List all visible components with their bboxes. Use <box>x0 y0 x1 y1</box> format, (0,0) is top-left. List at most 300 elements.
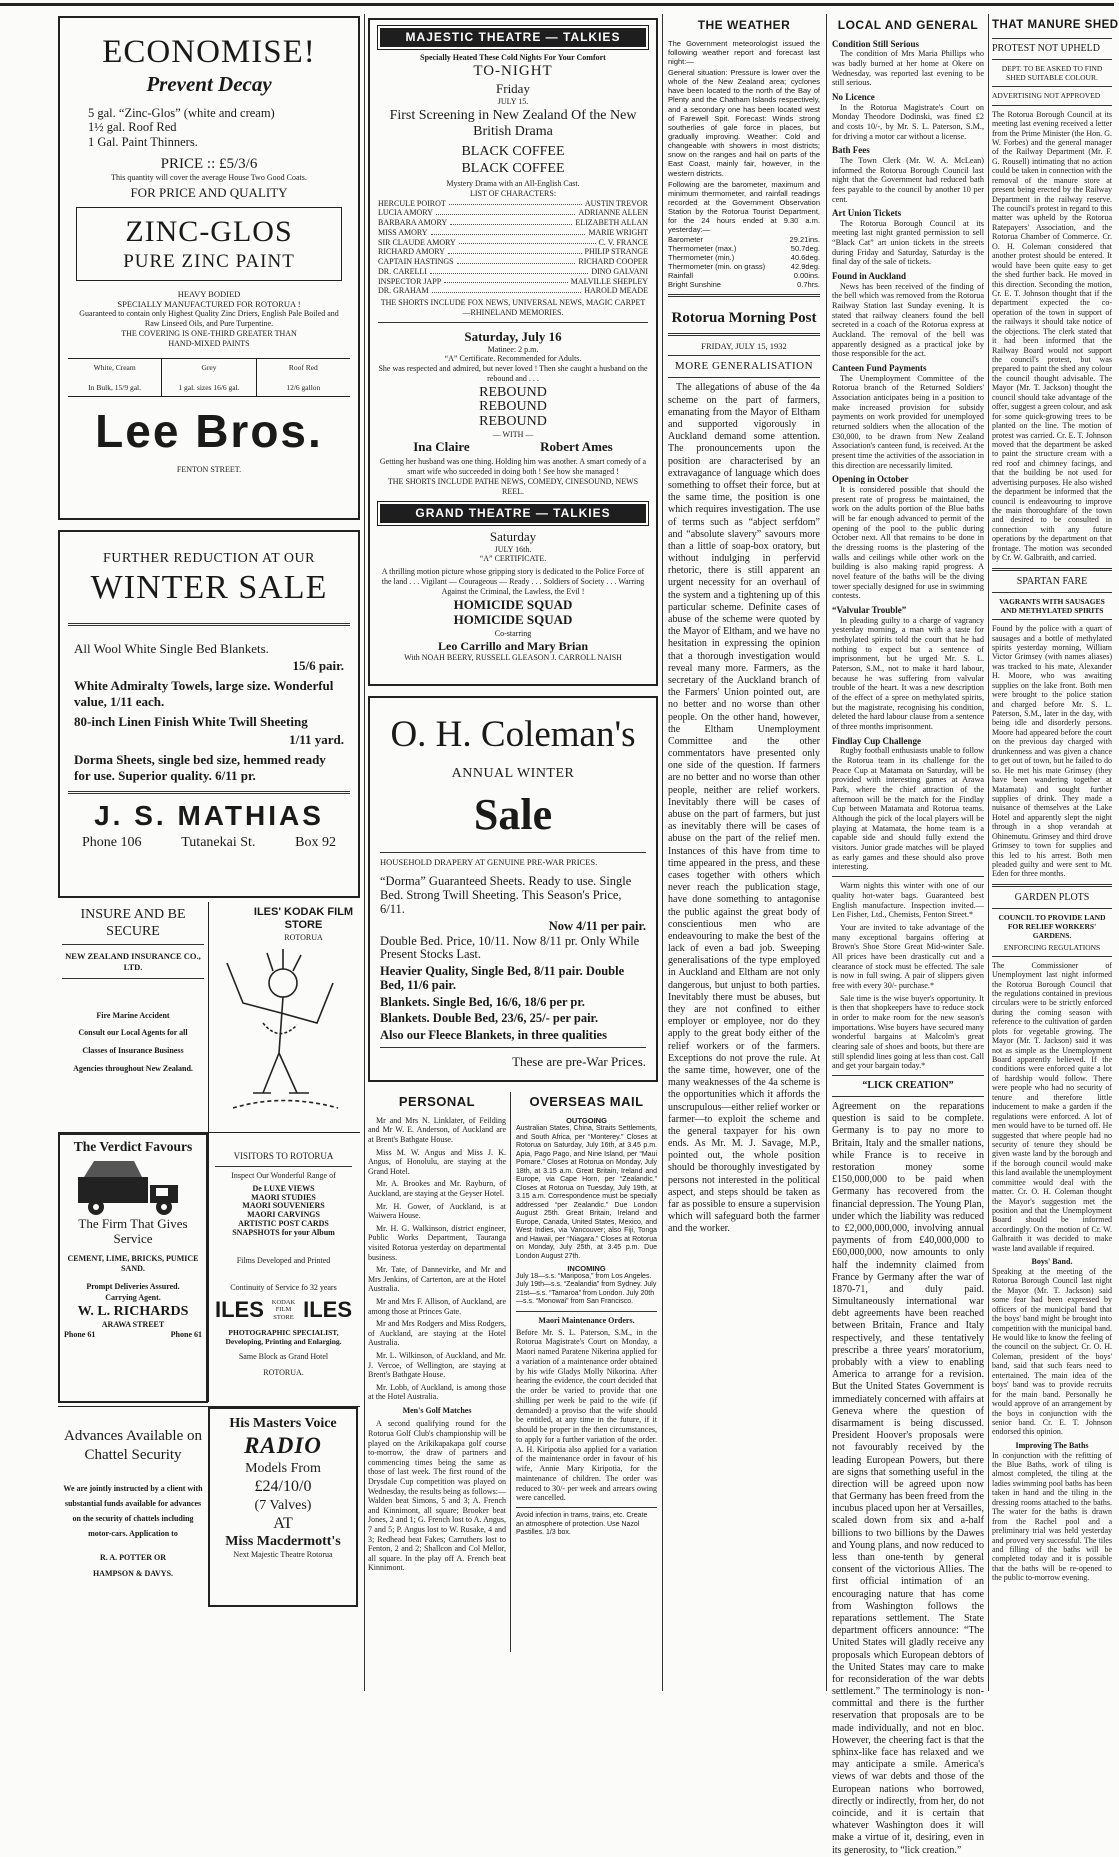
with: — WITH — <box>492 429 534 439</box>
grand-with: With NOAH BEERY, RUSSELL GLEASON J. CARROLL NAISH <box>404 653 622 663</box>
local-title: LOCAL AND GENERAL <box>837 18 979 32</box>
richards-ad <box>58 1133 208 1403</box>
cast-row <box>378 238 648 248</box>
kodak-list-item: SNAPSHOTS for your Album <box>232 1227 335 1237</box>
zinc-desc1: HEAVY BODIED <box>177 288 241 299</box>
reading-row <box>668 262 820 271</box>
kodak-list-item: MAORI CARVINGS <box>247 1210 320 1220</box>
divider <box>992 619 1112 620</box>
zinc-item: 5 gal. “Zinc-Glos” (white and cream) <box>88 105 275 120</box>
richards-title: The Verdict Favours <box>73 1139 193 1154</box>
role: LUCIA AMORY <box>378 208 433 218</box>
theatre-column <box>368 18 658 1652</box>
shorts2: THE SHORTS INCLUDE PATHE NEWS, COMEDY, CINESOUND, NEWS REEL. <box>387 476 639 496</box>
richards-street: ARAWA STREET <box>101 1320 165 1330</box>
kodak-town: ROTORUA <box>284 932 323 942</box>
leader <box>457 257 576 264</box>
local-head: Canteen Fund Payments <box>832 363 927 374</box>
coleman-item: Also our Fleece Blankets, in three qualities <box>380 1028 607 1043</box>
kodak-films: Films Developed and Printed <box>236 1255 331 1265</box>
mathias-street: Tutanekai St. <box>181 834 256 850</box>
local-head: Bath Fees <box>832 145 870 156</box>
role: CAPTAIN HASTINGS <box>378 257 454 267</box>
mathias-item: White Admiralty Towels, large size. Wonderful value, 1/11 each. <box>74 678 334 710</box>
divider <box>992 884 1112 887</box>
reading-label: Rainfall <box>668 271 694 281</box>
local-para: The Town Clerk (Mr. W. A. McLean) informed the Rotorua Borough Council last night that the Government had reduced bath fees payable to the council by another 10 per cent. <box>832 155 984 204</box>
divider <box>68 623 350 626</box>
rebound-title: REBOUND <box>479 399 547 415</box>
coleman-footer: These are pre-War Prices. <box>512 1053 646 1069</box>
star: Robert Ames <box>540 439 613 455</box>
majestic-heated: Specially Heated These Cold Nights For Your Comfort <box>420 52 606 62</box>
garden-body: The Commissioner of Unemployment last night informed the Rotorua Borough Council that the regulations contained in previous circulars were to be strictly enforced during the coming season with reference to the cultivation of garden plots for vegetable growing. The Mayor (Mr. T. Jackson) said it was not as simple as the Unemployment Board apparently believed. If the conditions were enforced quite a lot of hardship would follow. There were people who had no security of tenure and therefore little inducement to make a garden if the regulations were enforced. A lot of men would have to be turned off. He suggested that where people had no security of tenure they should be given waste land by the borough and if the borough council would make this land available the unemployment committee would deal with the matter. Cr. O. H. Coleman thought the Mayor's suggestion met the position and that the Unemployment Board should be informed accordingly. On the motion of Cr. W. Galbraith it was decided to make waste land available if required. <box>992 960 1112 1253</box>
economise-headline: ECONOMISE! <box>102 34 316 70</box>
personal-para: Mr. H. G. Walkinson, district engineer, Public Works Department, Tauranga visited Rotorua yesterday on departmental business. <box>368 1223 506 1262</box>
local-para: Rugby football enthusiasts unable to follow the Rotorua team in its challenge for the Peace Cup at Matamata on Saturday, will be provided with interesting games at Arawa Park, where the chief attraction of the afternoon will be the match for the Findlay Cup between Matamata and Rotorua teams. Although the pick of the local players will be playing at Matamata, the home team is a capable side and should fully extend the visitors. Junior grade matches will be played as early games and these should also prove interesting. <box>832 746 984 872</box>
coleman-item: Double Bed. Price, 10/11. Now 8/11 pr. Only While Present Stocks Last. <box>380 933 640 962</box>
radio-ad <box>208 1407 358 1607</box>
divider <box>378 322 648 323</box>
coleman-name: O. H. Coleman's <box>390 714 636 755</box>
divider <box>68 791 350 794</box>
mathias-items <box>68 631 350 784</box>
actor: ELIZABETH ALLAN <box>575 218 648 228</box>
role: MISS AMORY <box>378 227 428 237</box>
coleman-sale: Sale <box>473 790 553 840</box>
advances-body: We are jointly instructed by a client with substantial funds available for advances on the security of chattels including motor-cars. Application to <box>63 1483 203 1539</box>
local-ad: Sale time is the wise buyer's opportunity. It is then that shopkeepers have to reduce stock in order to make room for the new season's importations. Wise buyers have secured many wonderful bargains at Malcolm's great clearing sale of shoes and boots, but there are still splendid lines going at less than cost. Call and get your bargain today.* <box>832 993 984 1071</box>
column-rule <box>364 14 365 1691</box>
actor: AUSTIN TREVOR <box>584 198 648 208</box>
local-para: The Rotorua Borough Council at its meeting last night granted permission to sell “Black Cat” art union tickets in the streets during Friday and Saturday, Saturday is the final day of the sale of tickets. <box>832 218 984 267</box>
divider <box>832 876 984 877</box>
grand-banner: GRAND THEATRE — TALKIES <box>378 502 648 525</box>
personal-para: Mr. H. Gower, of Auckland, is at Waiwera House. <box>368 1201 506 1221</box>
kodak-ad <box>208 1133 358 1402</box>
zinc-items <box>68 106 350 149</box>
radio-valves: (7 Valves) <box>254 1497 312 1513</box>
richards-carrying: Carrying Agent. <box>105 1293 161 1303</box>
personal-body <box>368 1116 506 1573</box>
divider <box>380 1047 646 1048</box>
rebound-title: REBOUND <box>479 384 547 400</box>
personal-para: Miss M. W. Angus and Miss J. K. Angus, of Honolulu, are staying at the Grand Hotel. <box>368 1147 506 1176</box>
reading-row <box>668 253 820 262</box>
insurance-company: NEW ZEALAND INSURANCE CO., LTD. <box>65 951 201 972</box>
cast-row <box>378 277 648 287</box>
maint-body: Before Mr. S. L. Paterson, S.M., in the Rotorua Magistrate's Court on Monday, a Maori named Paratene Nikerina applied for a variation of a maintenance order obtained by his wife Gladys Molly Nikorina. After hearing the evidence, the court decided that the order be varied to provide that one shilling per week be paid to the wife (if demanded) a proviso that the wife should be entitled, at any time in the future, if it should be proper in the then circumstances, to apply for a further variation of the order. A. H. Kiripotia also applied for a variation of the maintenance order in favour of his wife, Annie Mary Kiripotia, for the maintenance of children. The order was reduced to 30/- per week and arrears owing were cancelled. <box>516 1327 657 1503</box>
personal-title: PERSONAL <box>398 1094 476 1109</box>
outgoing-text: Australian States, China, Straits Settlements, and South Africa, per “Monterey.” Closes at Rotorua on Saturday, July 16th, at 3.45 p.m. Apia, Pago Pago, and Nine Island, per “Maui Pomare.” Closes at Rotorua on Monday, July 18th, at 3.15 a.m. Great Britain, Ireland and Europe, via Cape Horn, per “Zealandic.” Closes at Rotorua on Tuesday, July 19th, at 3.15 a.m. Correspondence must be specially addressed “per Zealandic.” Due London August 25th. Great Britain, Ireland and Europe, Canada, United States, Mexico, and West Indies, via Vancouver; also Fiji, Tonga and Hawaii, per “Niagara.” Closes at Rotorua on Monday, July 25th, at 3.45 p.m. Due London August 27th. <box>516 1125 657 1260</box>
local-ad: Your are invited to take advantage of the many exceptional bargains offering at Brown's Shoe Store Great Mid-winter Sale. All prices have been drastically cut and a clearance of stock must be effected. The sale is now in full swing. A pair of slippers given free with every 30/- purchase.* <box>832 922 984 990</box>
radio-line1: His Masters Voice <box>229 1416 337 1431</box>
tonight: TO-NIGHT <box>473 63 553 80</box>
column-rule <box>826 14 827 1691</box>
personal-mail-row <box>368 1092 658 1652</box>
manure-title: THAT MANURE SHED <box>992 19 1119 31</box>
local-body <box>832 39 984 1071</box>
cast-row <box>378 218 648 228</box>
coleman-ad <box>368 696 658 1082</box>
role: RICHARD AMORY <box>378 247 445 257</box>
mail-title: OVERSEAS MAIL <box>529 1094 644 1109</box>
golf-body: A second qualifying round for the Rotorua Golf Club's championship will be played on the Arikikapakapa golf course to-morrow, the draw of partners and commencing times being the same as those of last week. The first round of the Drysdale Cup competition was played on Wednesday, the results being as follows:—Walden beat Simons, 5 and 3; A. French and Kinnimont, all square; Brooker beat Jones, 2 and 1; G. French lost to A. Angus, 7 and 5; P. Angus lost to W. Rusake, 4 and 3; Redhead beat Fakes; Carruthers lost to Fenton, 2 and 2; Shallcon and Col Mellor, all square. In the play off A. French beat Kinnimont. <box>368 1419 506 1573</box>
kodak-town2: ROTORUA. <box>263 1367 304 1377</box>
zinc-glos-ad <box>58 16 360 520</box>
divider <box>992 908 1112 909</box>
cast-row <box>378 247 648 257</box>
reading-label: Thermometer (max.) <box>668 243 737 253</box>
leader <box>444 277 568 284</box>
manure-body: The Rotorua Borough Council at its meeting last evening received a letter from the Prime Minister (the Hon. G. W. Forbes) and the general manager of the Railway Department (Mr. F. G. Rousell) intimating that no action could be taken in connection with the removal of the manure store at present being erected by the Railway Department in the railway reserve. The council's protest in regard to this matter was upheld by the Rotorua Ratepayers' Association, and the Rotorua Chamber of Commerce. Cr. O. H. Coleman considered that another protest should be entered. It would have been quite easy to get the shed further back. He moved in this direction. Seconding the motion, Cr. E. T. Johnson thought that if the department expected the co-operation of the town in support of the railways it should take notice of the objections. The clerk stated that it had been informed that the Railway Board would not support the council's protest, but was prepared to paint the shed any colour the council thought advisable. The Mayor (Mr. T. Jackson) thought the council should take advantage of the offer, suggest a green colour, and ask for some quick-growing trees to be planted on the line. The motion of protest was carried. Cr. E. T. Johnson moved that the department be asked to paint the structure cream with a red roof and chimney facings, and that the building be not used for advertising purposes. He also wished the department be informed that the council is endeavouring to improve the main thoroughfare of the town and desired to be consulted in connection with any future operations by the department on that frontage. The motion was seconded by Cr. W. Galbraith, and carried. <box>992 109 1112 563</box>
actor: HAROLD MEADE <box>584 286 648 296</box>
kodak-list-item: MAORI SOUVENIERS <box>242 1201 325 1211</box>
grand-blurb: A thrilling motion picture whose gripping story is dedicated to the Police Force of the land . . . Vigilant — Courageous — Ready . . . Soldiers of Society . . . Warring Against the Criminal, the Lawless, the Evil ! <box>381 567 645 596</box>
personal-para: Mr and Mrs F. Allison, of Auckland, are among those at Princes Gate. <box>368 1296 506 1316</box>
garden-sub: COUNCIL TO PROVIDE LAND FOR RELIEF WORKERS' GARDENS. <box>998 913 1106 941</box>
iles-word: ILES <box>303 1297 352 1322</box>
insurance-line: Fire Marine Accident <box>96 1010 170 1020</box>
reading-row <box>668 271 820 280</box>
role: HERCULE POIROT <box>378 198 446 208</box>
grid-head: Roof Red <box>288 363 318 373</box>
role: SIR CLAUDE AMORY <box>378 237 456 247</box>
film-title: BLACK COFFEE <box>461 144 565 160</box>
actor: DINO GALVANI <box>591 266 648 276</box>
zinc-desc3: Guaranteed to contain only Highest Quality Zinc Driers, English Pale Boiled and Raw Linseed Oils, and Pure Turpentine. <box>79 309 339 329</box>
weather-body: General situation: Pressure is lower over the whole of the New Zealand area; cyclones have been located to the north of the Bay of Plenty and the Chatham Islands respectively, and a secondary one has been located west of Farewell Spit. Forecast: Winds strong southerlies of gale force in places, but gradually improving. Weather: Cold and changeable with showers in most districts; snow on the ranges and hail on parts of the East Coast, mainly fair, however, in the western districts. <box>668 68 820 178</box>
incoming-text: July 18—s.s. “Mariposa,” from Los Angeles. July 19th—s.s. “Zealandia” from Sydney. July 21st—s.s. “Tamaroa” from London. July 20th—s.s. “Monowai” from San Francisco. <box>516 1272 657 1306</box>
grand-day: Saturday <box>489 528 537 544</box>
weather-editorial-column <box>668 16 820 1239</box>
local-para: The condition of Mrs Maria Phillips who was badly burned at her home at Okere on Wednesday, was reported last evening to be still serious. <box>832 49 984 88</box>
richards-prompt: Prompt Deliveries Assured. <box>86 1281 180 1291</box>
column-rule <box>662 14 663 1691</box>
grid-value: In Bulk, 15/9 gal. <box>88 382 142 392</box>
mathias-contact <box>68 834 350 851</box>
lick-body: Agreement on the reparations question is said to be complete. Germany is to pay no more to Britain, Italy and the smaller nations, while France is to receive in restoration money some £150,000,000 to be paid when Germany has recovered from the financial depression. The Young Plan, under which the liability was reduced to £2,000,000,000, involving annual payments of from £40,000,000 to £60,000,000, now amounts to only half the indemnity claimed from France by Germany after the war of 1870-71, and duly paid. Simultaneously international war debt agreements have been reached between Britain, France and Italy respectively, and these tentatively prescribe a three years' moratorium, probably with a view to enabling America to arrange for a revision. But the United States Government is immediately concerned with affairs at Geneva where the question of disarmament is being discussed. President Hoover's proposals were not favourably received by the leading European Powers, but there are signs that something useful in the direction will be agreed upon now that Germany has been freed from the incubus placed upon her at Versailles, scaled down from six and a-half billions to two billions by the Dawes and Young plans, and now reduced to less than one-tenth by general consent of the victorious Allies. The first official intimation of an encouraging nature that has come from Washington follows the reparations settlement. The State department officers announce: “The United States will gladly receive any proposals which European debtors of the United States may care to make for reconsideration of the war debts settlement.” The terminology is non-committal and there is the further reservation that proposals are to be made individually, and not en bloc. However, the cheering fact is that the sphinx-like face has relaxed and we may anticipate a smile. America's views of war debts and those of the European nations who borrowed, directly or indirectly, from her, do not coincide, and it is certain that whatever Washington does it will make a virtue of it, desiring, even in its generosity, to “lick creation.” <box>832 1101 984 1856</box>
weather-readings-intro: Following are the barometer, maximum and minimum thermometer, and rainfall readings recorded at the Government Observation Station by the Rotorua Tourist Department, for the 24 hours ended at 9.30 a.m. yesterday:— <box>668 179 820 235</box>
bath-body: In conjunction with the refitting of the Blue Baths, work of tiling is almost completed, the tiling at the ladies swimming pool baths has been taken in hand and the tiling in the dressing rooms attached to the baths. The water for the baths is drawn from the Rachel pool and a preliminary trial was held yesterday and proved very successful. The tiles and filling of the baths will be completed today and it is possible that the baths will be re-opened to the public to-morrow evening. <box>992 1450 1112 1583</box>
top-border <box>0 3 1114 6</box>
grid-cell <box>68 359 162 395</box>
masthead: Rotorua Morning Post <box>671 310 817 327</box>
mathias-line1: FURTHER REDUCTION AT OUR <box>103 551 315 566</box>
leader <box>448 247 582 254</box>
coleman-item: “Dorma” Guaranteed Sheets. Ready to use. Single Bed. Strong Twill Sheeting. This Season's Price, 6/11. <box>380 874 632 916</box>
homicide-title: HOMICIDE SQUAD <box>453 597 573 613</box>
actor: RICHARD COOPER <box>578 257 648 267</box>
stars <box>378 439 648 455</box>
cast-row <box>378 267 648 277</box>
masthead-date: FRIDAY, JULY 15, 1932 <box>701 340 787 351</box>
kodak-list-item: De LUXE VIEWS <box>252 1183 315 1193</box>
divider <box>992 956 1112 957</box>
mathias-item: 80-inch Linen Finish White Twill Sheeting <box>74 713 308 729</box>
kodak-block: Same Block as Grand Hotel <box>238 1352 329 1362</box>
cast-row <box>378 208 648 218</box>
cast-row <box>378 286 648 296</box>
sat-blurb: She was respected and admired, but never loved ! Then she caught a husband on the rebound and . . . <box>378 364 648 383</box>
divider <box>832 1096 984 1097</box>
coleman-item: Blankets. Single Bed, 16/6, 18/6 per pr. <box>380 994 585 1009</box>
boys-body: Speaking at the meeting of the Rotorua Borough Council last night the Mayor (Mr. T. Jackson) said some fear had been expressed by officers of the municipal band that the boys' band might be brought into competition with the municipal band. He would like to know the feeling of the council on the subject. Cr. O. H. Coleman, president of the boys' band, said that such fears need to entertained. The main idea of the boys' band was to provide recruits for the main band. Personally he would approve of an arrangement by the boys in conjunction with the senior band. Cr. E. T. Johnson endorsed this opinion. <box>992 1266 1112 1437</box>
local-ad: Warm nights this winter with one of our quality hot-water bags. Guaranteed best English manufacture. Inspection invited.—Len Fisher, Ltd., Chemists, Fenton Street.* <box>832 881 984 920</box>
actor: C. V. FRANCE <box>598 237 648 247</box>
local-head: Art Union Tickets <box>832 208 902 219</box>
zinc-product-name: ZINC-GLOS <box>125 214 293 248</box>
cast-row <box>378 228 648 238</box>
advances-title: Advances Available on Chattel Security <box>63 1428 202 1463</box>
actor: MALVILLE SHEPLEY <box>570 276 648 286</box>
divider <box>62 978 204 979</box>
sat-head: Saturday, July 16 <box>464 328 562 344</box>
manure-sub2: DEPT. TO BE ASKED TO FIND SHED SUITABLE COLOUR. <box>1001 64 1103 83</box>
list-head: LIST OF CHARACTERS: <box>469 188 557 198</box>
divider <box>516 1311 657 1312</box>
cast-list <box>378 199 648 297</box>
divider <box>668 333 820 336</box>
mail-ad: Avoid infection in trams, trains, etc. Create an atmosphere of protection. Use Nazol Pastilles. 1/3 box. <box>516 1512 648 1537</box>
divider <box>832 1075 984 1076</box>
kodak-photo: PHOTOGRAPHIC SPECIALIST, Developing, Printing and Enlarging. <box>225 1327 342 1346</box>
leader <box>431 228 586 235</box>
local-column <box>832 16 984 1856</box>
divider <box>668 294 820 297</box>
local-head: Findlay Cup Challenge <box>832 735 922 746</box>
winter-sale: WINTER SALE <box>90 569 328 607</box>
personal-para: Mr and Mrs N. Linklater, of Feilding and Mr W. E. Anderson, of Auckland are at Brent's Bathgate House. <box>368 1115 506 1145</box>
divider <box>992 38 1112 39</box>
insurance-ad <box>58 902 208 1132</box>
zinc-desc2: SPECIALLY MANUFACTURED FOR ROTORUA ! <box>117 299 301 310</box>
golf-head: Men's Golf Matches <box>402 1405 472 1415</box>
reading-row <box>668 280 820 289</box>
lick-title: “LICK CREATION” <box>862 1079 954 1091</box>
truck-icon <box>64 1155 202 1217</box>
radio-price: £24/10/0 <box>254 1478 312 1496</box>
coleman-annual: ANNUAL WINTER <box>451 766 575 782</box>
costarring: Co-starring <box>494 629 532 639</box>
film-title: BLACK COFFEE <box>461 161 565 177</box>
bath-head: Improving The Baths <box>1015 1440 1089 1450</box>
divider <box>992 592 1112 593</box>
mystery: Mystery Drama with an All-English Cast. <box>446 179 580 189</box>
editorial-para: The allegations of abuse of the 4a scheme on the part of farmers, emanating from the Mayor of Eltham and supported vigorously in Auckland demand some attention. The pronouncements upon the position are characterised by an extravagance of language which does something to offset their force, but at the same time, the position is one which requires investigation. The use of terms such as “abject serfdom” and “absolute slavery” savours more than a little of soap-box oratory, but without indulging in perfervid rhetoric, there is still apparent an urgent necessity for an overhaul of the system and a tightening up of this particular scheme. Definite cases of abuse of the scheme were quoted by the Mayor of Eltham, and we have no hesitation in expressing the opinion that a thorough investigation would reveal many more. Farmers, as the secretary of the Auckland branch of the Farmers' Union pointed out, are no better and no worse than other people. On the other hand, however, the Eltham Unemployment Committee and the other commentators have presented only one side of the question. If farmers are no better and no worse than other people, neither are relief workers. Inevitably there will be cases of abuse on the part of farmers, but just as inevitably there will be cases of abuse on the part of the relief men. Instances of this have from time to time appeared in the press, and these cases together with others which never reach the publication stage, have done something to antagonise the public against the great body of conscientious men who are endeavouring to make the best of the lack of even a bad job. Sweeping generalisations of the type employed in Auckland and Eltham are not only dangerous, but unjust to both parties. Inevitably there must be abuses, but they are not confined to either employer or employee, nor do they apply to the great body either of the relief workers or of the farmers. Exceptions do not prove the rule. At the same time, however, one of the many weaknesses of the 4a scheme is the opportunities which it affords the unscrupulous—either relief worker or farmer—to exploit the scheme and the general taxpayer for his own ends. As Mr. M. J. Savage, M.P., pointed out, the whole position should be thoroughly investigated by persons not interested in the political aspect, and steps should be taken as far as possible to ensure a supervision which will safeguard both the farmer and the worker. <box>668 382 820 1235</box>
reading-value: 0.7hrs. <box>797 280 820 290</box>
divider <box>62 944 204 945</box>
personal-para: Mr. Tate, of Dannevirke, and Mr and Mrs Jenkins, of Carterton, are at the Hotel Australia. <box>368 1265 506 1294</box>
mathias-box: Box 92 <box>295 834 336 850</box>
actor: MARIE WRIGHT <box>588 227 648 237</box>
role: INSPECTOR JAPP <box>378 276 442 286</box>
spartan-title: SPARTAN FARE <box>1016 575 1088 587</box>
iles-word: ILES <box>215 1297 264 1322</box>
mathias-phone: Phone 106 <box>82 834 142 850</box>
divider <box>668 377 820 378</box>
boys-head: Boys' Band. <box>1031 1257 1073 1267</box>
personal-para: Mr. L. Wilkinson, of Auckland, and Mr. J. Vercoe, of Wellington, are staying at Brent's Bathgate House. <box>368 1350 506 1380</box>
kodak-small: KODAK FILM STORE <box>271 1298 296 1322</box>
role: DR. GRAHAM <box>378 286 429 296</box>
advances-radio-row <box>58 1406 360 1606</box>
local-para: News has been received of the finding of the bell which was removed from the Rotorua Railway Station last Sunday evening. It is stated that railway cleaners found the bell secreted in a coach of the Rotorua express at Auckland. The removal of the bell was apparently designed as a practical joke by those responsible for the act. <box>832 281 984 359</box>
reading-value: 42.9deg. <box>790 262 820 271</box>
richards-firm-line: The Firm That Gives Service <box>78 1216 188 1246</box>
mathias-firm: J. S. MATHIAS <box>94 800 324 832</box>
divider <box>215 1166 352 1167</box>
role: DR. CARELLI <box>378 266 427 276</box>
grid-value: 12/6 gallon <box>286 382 321 392</box>
radio-line3: Models From <box>245 1461 321 1477</box>
leader <box>436 208 576 215</box>
mathias-item: Dorma Sheets, single bed size, hemmed ready for use. Superior quality. 6/11 pr. <box>74 751 326 783</box>
kodak-list <box>215 1185 352 1238</box>
reading-value: 50.7deg. <box>790 243 820 253</box>
kodak-title: ILES' KODAK FILM STORE <box>253 906 354 932</box>
local-head: Opening in October <box>832 474 909 485</box>
zinc-product-box <box>76 207 342 281</box>
zinc-desc4: THE COVERING IS ONE-THIRD GREATER THAN HAND-MIXED PAINTS <box>121 328 297 348</box>
star: Ina Claire <box>413 439 470 455</box>
manure-column <box>992 16 1119 1681</box>
mail-column <box>511 1092 657 1652</box>
local-head: Found in Auckland <box>832 271 907 282</box>
lee-street: FENTON STREET. <box>176 464 242 474</box>
actor: ADRIANNE ALLEN <box>578 208 648 218</box>
kodak-list-item: ARTISTIC POST CARDS <box>238 1218 329 1228</box>
spartan-sub: VAGRANTS WITH SAUSAGES AND METHYLATED SPIRITS <box>999 596 1105 615</box>
reading-label: Barometer <box>668 234 704 244</box>
richards-kodak-row <box>58 1132 360 1402</box>
homicide-block <box>378 598 648 627</box>
coleman-item: Blankets. Double Bed, 23/6, 25/- per pair. <box>380 1011 599 1026</box>
coleman-item: Heavier Quality, Single Bed, 8/11 pair. Double Bed, 11/6 pair. <box>380 964 625 992</box>
maori-figure-icon <box>213 943 353 1113</box>
homicide-title: HOMICIDE SQUAD <box>453 611 573 627</box>
iles-logo <box>215 1297 352 1324</box>
zinc-product-sub: PURE ZINC PAINT <box>123 251 295 273</box>
kodak-continuity: Continuity of Service fo 32 years <box>230 1283 337 1293</box>
radio-at: AT <box>273 1514 293 1532</box>
personal-column <box>368 1092 510 1652</box>
richards-name: W. L. RICHARDS <box>77 1304 189 1320</box>
mathias-item: All Wool White Single Bed Blankets. <box>74 640 269 656</box>
manure-sub3: ADVERTISING NOT APPROVED <box>992 91 1101 101</box>
maint-head: Maori Maintenance Orders. <box>538 1315 635 1325</box>
manure-sub1: PROTEST NOT UPHELD <box>992 43 1100 55</box>
matinee: Matinee: 2 p.m. <box>487 344 539 354</box>
zinc-price: PRICE :: £5/3/6 <box>160 155 258 172</box>
majestic-banner: MAJESTIC THEATRE — TALKIES <box>378 26 648 49</box>
coleman-items <box>380 875 646 1043</box>
divider <box>992 105 1112 106</box>
grid-cell <box>162 359 256 395</box>
zinc-tagline: FOR PRICE AND QUALITY <box>130 185 288 201</box>
date: JULY 15. <box>497 96 529 106</box>
reading-label: Thermometer (min.) <box>668 252 735 262</box>
local-head: No Licence <box>832 91 875 102</box>
insurance-line: Agencies throughout New Zealand. <box>73 1063 193 1073</box>
grand-date: JULY 16th. <box>494 544 532 554</box>
grand-stars: Leo Carrillo and Mary Brian <box>438 638 588 653</box>
grid-head: Grey <box>201 363 217 373</box>
divider <box>668 355 820 356</box>
zinc-item: 1½ gal. Roof Red <box>88 120 177 135</box>
insurance-kodak-row <box>58 902 360 1132</box>
insurance-line: Consult our Local Agents for all <box>78 1028 188 1038</box>
cert: “A” Certificate. Recommended for Adults. <box>444 354 582 364</box>
local-para: It is considered possible that should the present rate of progress be maintained, the work on the adults portion of the Blue baths will be far enough advanced to permit of the opening of the pool to the public during October next. All that remains to be done in the dressing rooms is the plastering of the walls and ceilings while other work on the building is also making rapid progress. A novel feature of the baths will be the diving tower specially designed for use in swimming contests. <box>832 485 984 601</box>
actor: PHILIP STRANGE <box>584 247 648 257</box>
personal-para: Mr. Lobb, of Auckland, is among those at the Hotel Australia. <box>368 1382 506 1402</box>
personal-para: Mr. A. Brookes and Mr. Rayburn, of Auckland, are staying at the Geyser Hotel. <box>368 1179 506 1199</box>
shorts1: THE SHORTS INCLUDE FOX NEWS, UNIVERSAL NEWS, MAGIC CARPET—RHINELAND MEMORIES. <box>380 298 646 317</box>
richards-goods: CEMENT, LIME, BRICKS, PUMICE SAND. <box>67 1254 199 1273</box>
role: BARBARA AMORY <box>378 218 448 228</box>
radio-line2: RADIO <box>244 1433 322 1459</box>
divider <box>380 852 646 853</box>
insurance-line: Classes of Insurance Business <box>82 1046 184 1056</box>
local-para: In pleading guilty to a charge of vagrancy yesterday morning, a man with a taste for methylated spirits told the court that he had nothing to expect but a sentence of imprisonment, but he urged Mr. S. L. Paterson, S.M., not to make it hard labour, because he was suffering from valvular trouble of the heart. It was a new description of the effect of a spree on methylated spirits, but the magistrate, recognising his condition, deleted the hard labour clause from a sentence of three months imprisonment. <box>832 615 984 732</box>
reading-label: Thermometer (min. on grass) <box>668 262 766 271</box>
richards-phone: Phone 61 <box>64 1329 96 1339</box>
grid-value: 1 gal. sizes 16/6 gal. <box>178 382 240 392</box>
mathias-price: 15/6 pair. <box>292 658 344 674</box>
reading-value: 29.21ins. <box>789 234 820 244</box>
leader <box>449 199 582 206</box>
local-head: “Valvular Trouble” <box>832 605 907 616</box>
zinc-note: This quantity will cover the average House Two Good Coats. <box>111 173 307 183</box>
richards-phones <box>64 1330 202 1340</box>
local-para: The Unemployment Committee of the Rotorua branch of the Returned Soldiers' Association anticipates being in a position to make increased provision for subsidy payments on work provided for unemployed returned soldiers when the allocation of the £30,000, to be drawn from New Zealand Association's canteen fund, is received. At the present time the activities of the association in this direction are necessarily limited. <box>832 373 984 470</box>
cast-row <box>378 199 648 209</box>
grid-cell <box>257 359 350 395</box>
editorial-title: MORE GENERALISATION <box>674 360 814 373</box>
kodak-list-item: MAORI STUDIES <box>251 1192 316 1202</box>
rebound-title: REBOUND <box>479 413 547 429</box>
grand-cert: “A” CERTIFICATE. <box>479 554 547 564</box>
leader <box>450 218 572 225</box>
insurance-lines <box>62 1007 204 1077</box>
kodak-inspect: Inspect Our Wonderful Range of <box>231 1170 336 1180</box>
coleman-price: Now 4/11 per pair. <box>548 919 646 934</box>
leader <box>459 238 596 245</box>
radio-name: Miss Macdermott's <box>225 1534 341 1550</box>
advances-ad <box>58 1407 208 1606</box>
garden-title: GARDEN PLOTS <box>1014 891 1090 903</box>
first-screening: First Screening in New Zealand Of the New British Drama <box>389 108 637 139</box>
lee-bros: Lee Bros. <box>95 404 323 457</box>
reading-value: 40.6deg. <box>790 252 820 262</box>
prevent-decay: Prevent Decay <box>146 72 272 97</box>
personal-para: Mr and Mrs Rodgers and Miss Rodgers, of Auckland, are staying at the Hotel Australia. <box>368 1319 506 1348</box>
grid-head: White, Cream <box>93 363 136 373</box>
leader <box>430 267 588 274</box>
insurance-headline: INSURE AND BE SECURE <box>80 907 186 940</box>
zinc-item: 1 Gal. Paint Thinners. <box>88 134 198 149</box>
advances-firm1: R. A. POTTER OR <box>99 1553 166 1563</box>
sat-blurb2: Getting her husband was one thing. Holding him was another. A smart comedy of a smart wife who succeeded in doing both ! See how she managed ! <box>379 457 647 476</box>
divider <box>992 568 1112 571</box>
ads-column <box>58 16 360 1606</box>
advances-firm2: HAMPSON & DAVYS. <box>92 1569 174 1578</box>
weather-title: THE WEATHER <box>697 18 791 32</box>
kodak-visitors: VISITORS TO ROTORUA <box>233 1151 334 1161</box>
richards-phone: Phone 61 <box>170 1329 202 1339</box>
reading-label: Bright Sunshine <box>668 280 721 290</box>
